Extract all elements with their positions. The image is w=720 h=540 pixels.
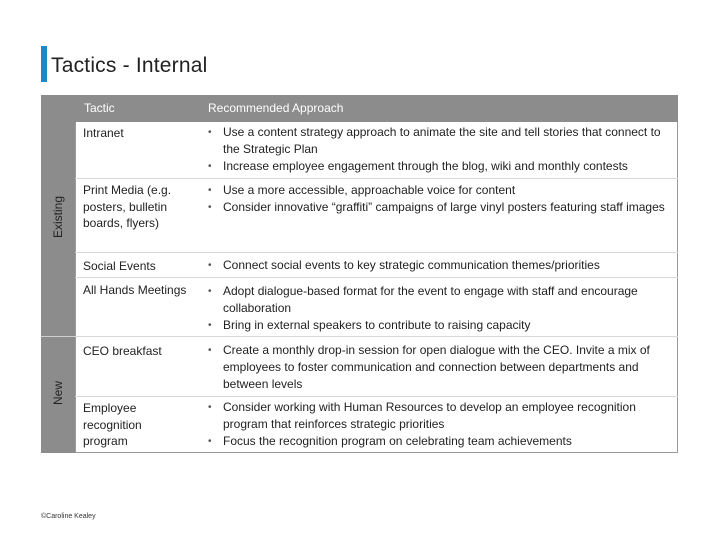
table-header — [75, 95, 678, 122]
approach-bullet: • Adopt dialogue-based format for the event to engage with staff and encourage collaboration — [208, 284, 638, 315]
group-new-label-wrap — [51, 380, 67, 465]
group-existing-label-wrap — [51, 195, 67, 298]
group-divider — [41, 336, 75, 337]
slide-title: Tactics - Internal — [51, 54, 208, 77]
row-tactic: All Hands Meetings — [83, 283, 187, 297]
row-approach — [208, 257, 668, 274]
group-new-label: New — [51, 380, 65, 405]
row-approach — [208, 399, 668, 450]
row-tactic: Social Events — [83, 259, 156, 273]
row-approach — [208, 124, 668, 175]
title-accent-bar — [41, 46, 47, 82]
row-tactic: CEO breakfast — [83, 344, 162, 358]
header-tactic: Tactic — [84, 101, 115, 115]
row-tactic: Employee recognition program — [83, 401, 142, 448]
row-divider — [75, 277, 678, 278]
approach-bullet: • Consider innovative “graffiti” campaigns of large vinyl posters featuring staff images — [208, 200, 665, 214]
approach-bullet: • Increase employee engagement through the blog, wiki and monthly contests — [208, 159, 628, 173]
row-divider — [75, 336, 678, 337]
approach-bullet: • Consider working with Human Resources to develop an employee recognition program that reinforces strategic priorities — [208, 400, 636, 431]
approach-bullet: • Connect social events to key strategic communication themes/priorities — [208, 258, 600, 272]
row-divider — [75, 178, 678, 179]
approach-bullet: • Use a content strategy approach to animate the site and tell stories that connect to the Strategic Plan — [208, 125, 661, 156]
approach-bullet: • Bring in external speakers to contribute to raising capacity — [208, 318, 531, 332]
header-approach: Recommended Approach — [208, 101, 344, 115]
row-tactic: Intranet — [83, 126, 124, 140]
row-divider — [75, 396, 678, 397]
approach-bullet: • Focus the recognition program on celebrating team achievements — [208, 434, 572, 448]
copyright-footer: ©Caroline Kealey — [41, 513, 96, 520]
row-approach — [208, 283, 668, 334]
row-divider — [75, 252, 678, 253]
approach-bullet: • Create a monthly drop-in session for open dialogue with the CEO. Invite a mix of employees to foster communication and connection between departments and between levels — [208, 343, 650, 391]
row-tactic: Print Media (e.g. posters, bulletin boards, flyers) — [83, 183, 172, 230]
row-approach — [208, 182, 668, 216]
group-existing-label: Existing — [51, 195, 65, 238]
row-approach — [208, 342, 668, 393]
approach-bullet: • Use a more accessible, approachable voice for content — [208, 183, 516, 197]
